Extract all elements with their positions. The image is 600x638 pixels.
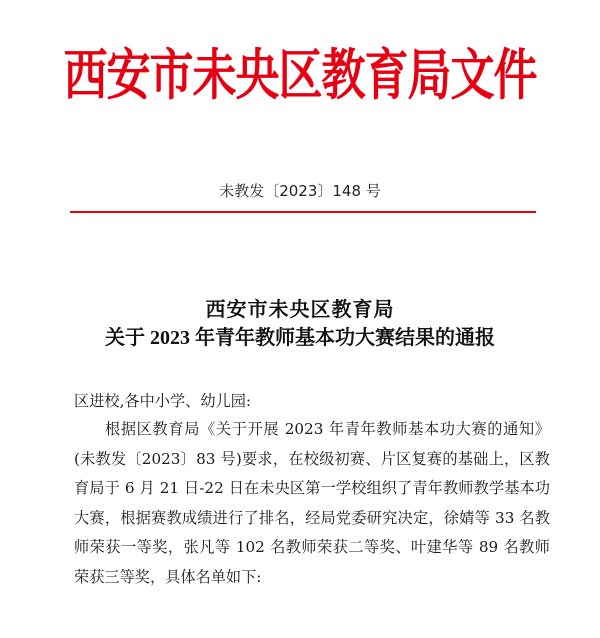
document-number: 未教发〔2023〕148 号 xyxy=(219,182,381,200)
salutation: 区进校,各中小学、幼儿园: xyxy=(74,392,252,410)
notice-body xyxy=(74,388,550,592)
body-paragraph: 根据区教育局《关于开展 2023 年青年教师基本功大赛的通知》(未教发〔2023〕83 号)要求，在校级初赛、片区复赛的基础上，区教育局于 6 月 21 日-22 日在未央区第一学校组织了青年教师教学基本功大赛，根据赛教成绩进行了排名，经局党委研究决定，徐婧等 33 名教师荣获一等奖，张凡等 102 名教师荣获二等奖、叶建华等 89 名教师荣获三等奖，具体名单如下: xyxy=(74,420,550,586)
red-divider-line xyxy=(70,211,536,213)
notice-title xyxy=(0,296,600,352)
notice-title-line-1: 西安市未央区教育局 xyxy=(205,299,395,321)
notice-title-line-2: 关于 2023 年青年教师基本功大赛结果的通报 xyxy=(105,327,495,349)
document-header-title: 西安市未央区教育局文件 xyxy=(63,43,537,108)
